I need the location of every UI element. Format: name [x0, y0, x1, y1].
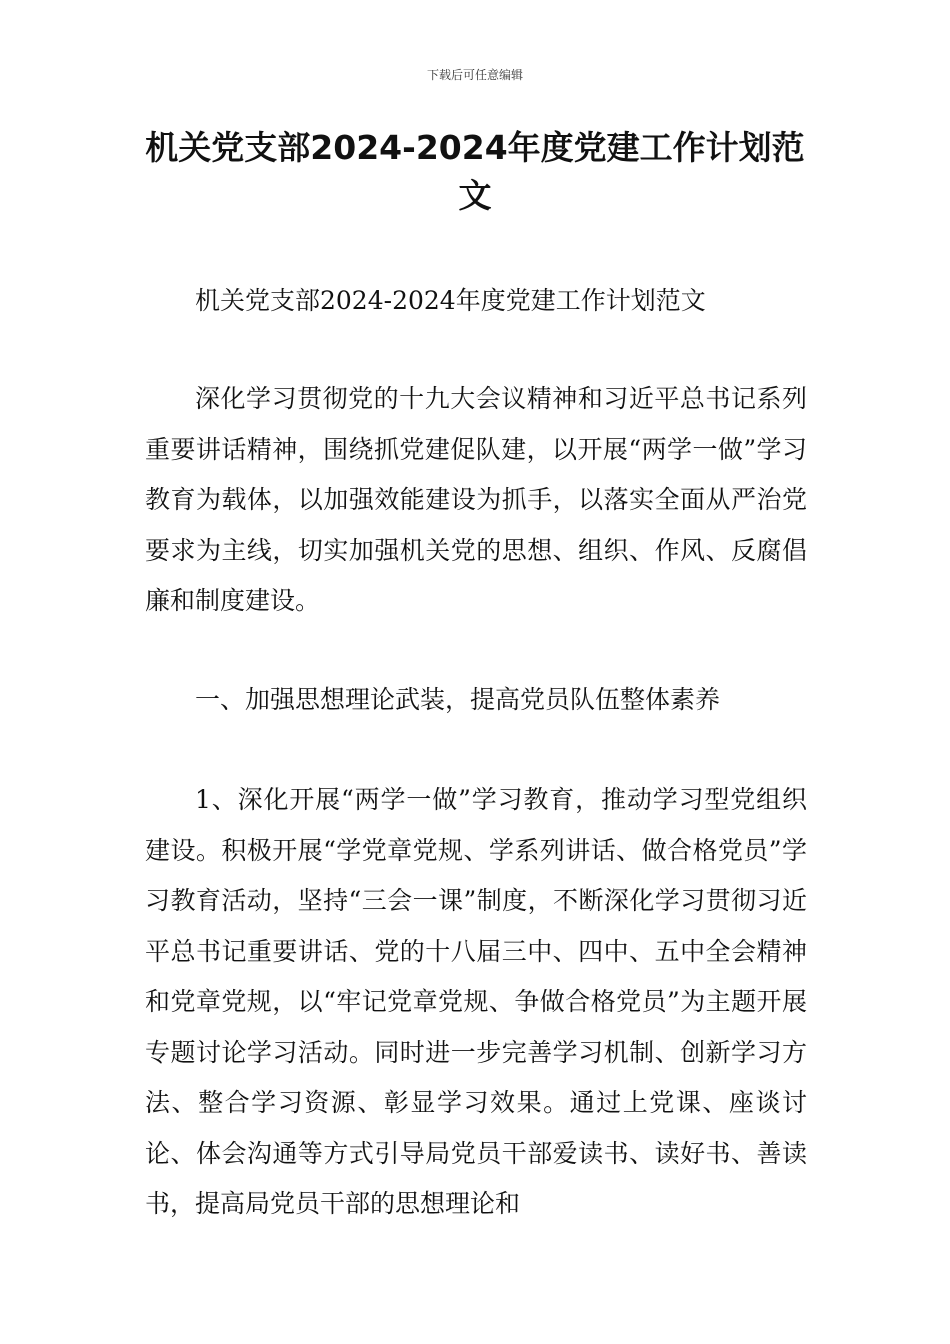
section-heading-1: 一、加强思想理论武装，提高党员队伍整体素养 [195, 685, 721, 714]
subtitle-paragraph: 机关党支部2024-2024年度党建工作计划范文 [195, 286, 706, 315]
document-title: 机关党支部2024-2024年度党建工作计划范文 [145, 128, 805, 215]
intro-paragraph: 深化学习贯彻党的十九大会议精神和习近平总书记系列重要讲话精神，围绕抓党建促队建，以开展“两学一做”学习教育为载体，以加强效能建设为抓手，以落实全面从严治党要求为主线，切实加强机关党的思想、组织、作风、反腐倡廉和制度建设。 [145, 384, 807, 615]
item-paragraph-1: 1、深化开展“两学一做”学习教育，推动学习型党组织建设。积极开展“学党章党规、学系列讲话、做合格党员”学习教育活动，坚持“三会一课”制度，不断深化学习贯彻习近平总书记重要讲话、党的十八届三中、四中、五中全会精神和党章党规，以“牢记党章党规、争做合格党员”为主题开展专题讨论学习活动。同时进一步完善学习机制、创新学习方法、整合学习资源、彰显学习效果。通过上党课、座谈讨论、体会沟通等方式引导局党员干部爱读书、读好书、善读书，提高局党员干部的思想理论和 [145, 785, 807, 1218]
header-note: 下载后可任意编辑 [426, 68, 523, 82]
